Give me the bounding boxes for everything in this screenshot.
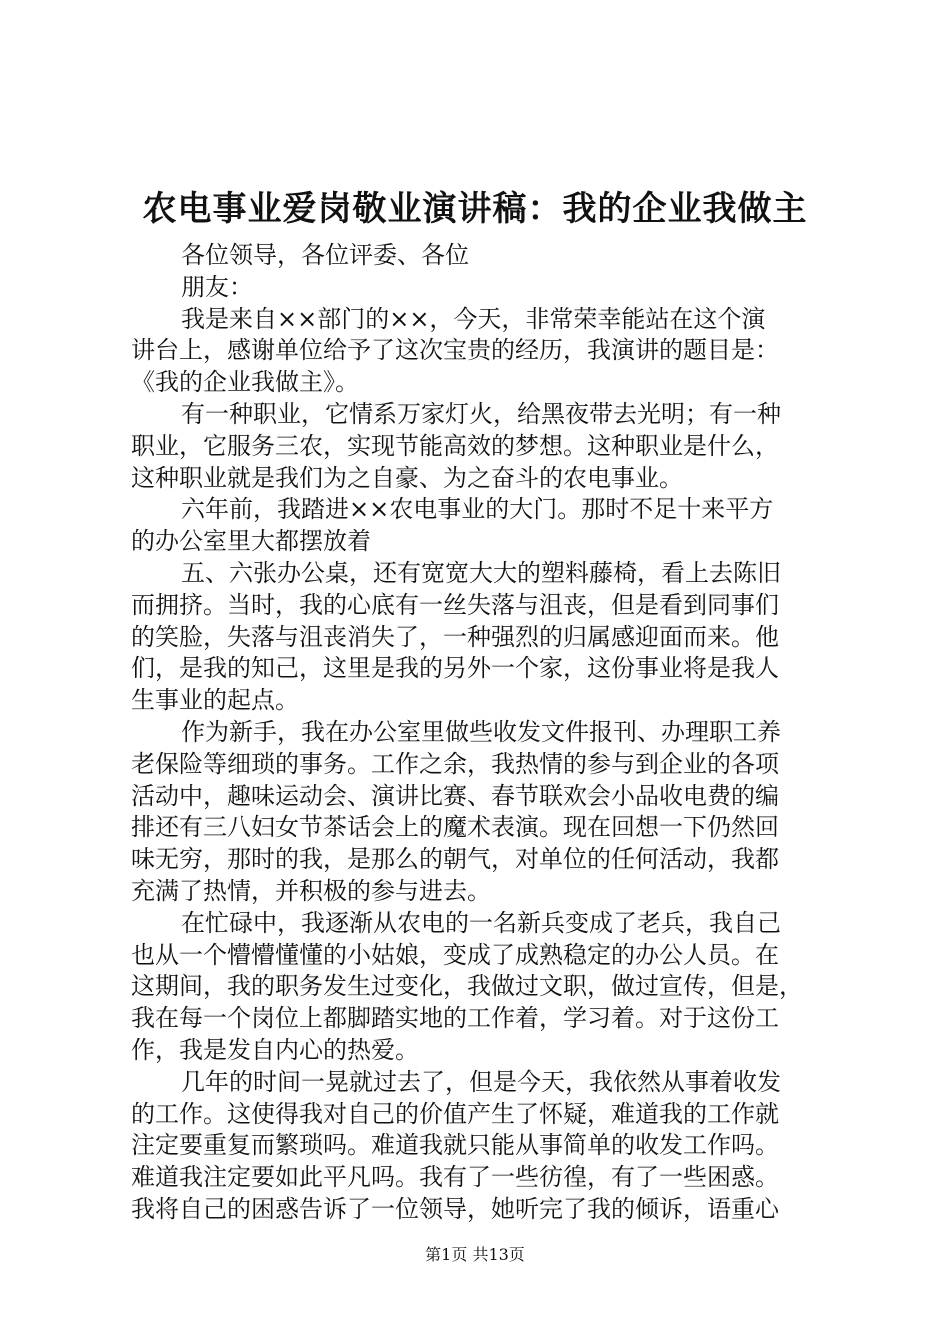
- body-line: 作，我是发自内心的热爱。: [131, 1035, 419, 1064]
- body-line: 讲台上，感谢单位给予了这次宝贵的经历，我演讲的题目是：: [131, 336, 779, 365]
- body-line: 排还有三八妇女节茶话会上的魔术表演。现在回想一下仍然回: [131, 813, 779, 842]
- body-line: 我是来自××部门的××，今天，非常荣幸能站在这个演: [181, 304, 766, 333]
- body-line: 这期间，我的职务发生过变化，我做过文职，做过宣传，但是，: [131, 972, 803, 1001]
- body-line: 这种职业就是我们为之自豪、为之奋斗的农电事业。: [131, 463, 683, 492]
- body-line: 味无穷，那时的我，是那么的朝气，对单位的任何活动，我都: [131, 845, 779, 874]
- body-line: 几年的时间一晃就过去了，但是今天，我依然从事着收发: [181, 1067, 781, 1096]
- body-line: 在忙碌中，我逐渐从农电的一名新兵变成了老兵，我自己: [181, 908, 781, 937]
- body-line: 朋友：: [181, 272, 253, 301]
- body-line: 充满了热情，并积极的参与进去。: [131, 876, 491, 905]
- page-number-footer: 第1页 共13页: [425, 1245, 525, 1264]
- body-line: 的工作。这使得我对自己的价值产生了怀疑，难道我的工作就: [131, 1099, 779, 1128]
- body-line: 老保险等细琐的事务。工作之余，我热情的参与到企业的各项: [131, 749, 779, 778]
- body-line: 也从一个懵懵懂懂的小姑娘，变成了成熟稳定的办公人员。在: [131, 940, 779, 969]
- body-line: 六年前，我踏进××农电事业的大门。那时不足十来平方: [181, 495, 774, 524]
- document-title: 农电事业爱岗敬业演讲稿：我的企业我做主: [142, 189, 808, 229]
- body-line: 的笑脸，失落与沮丧消失了，一种强烈的归属感迎面而来。他: [131, 622, 779, 651]
- body-line: 职业，它服务三农，实现节能高效的梦想。这种职业是什么，: [131, 431, 779, 460]
- body-line: 注定要重复而繁琐吗。难道我就只能从事简单的收发工作吗。: [131, 1131, 779, 1160]
- body-line: 而拥挤。当时，我的心底有一丝失落与沮丧，但是看到同事们: [131, 590, 779, 619]
- body-line: 的办公室里大都摆放着: [131, 527, 371, 556]
- body-line: 我将自己的困惑告诉了一位领导，她听完了我的倾诉，语重心: [131, 1194, 779, 1223]
- body-line: 难道我注定要如此平凡吗。我有了一些彷徨，有了一些困惑。: [131, 1163, 779, 1192]
- body-line: 有一种职业，它情系万家灯火，给黑夜带去光明；有一种: [181, 399, 781, 428]
- body-line: 我在每一个岗位上都脚踏实地的工作着，学习着。对于这份工: [131, 1004, 779, 1033]
- body-line: 们，是我的知己，这里是我的另外一个家，这份事业将是我人: [131, 654, 779, 683]
- body-line: 作为新手，我在办公室里做些收发文件报刊、办理职工养: [181, 717, 781, 746]
- body-line: 各位领导，各位评委、各位: [181, 241, 469, 269]
- body-line: 五、六张办公桌，还有宽宽大大的塑料藤椅，看上去陈旧: [181, 558, 781, 587]
- document-body: [131, 240, 841, 1226]
- body-line: 《我的企业我做主》。: [131, 368, 359, 397]
- body-line: 活动中，趣味运动会、演讲比赛、春节联欢会小品收电费的编: [131, 781, 779, 810]
- body-line: 生事业的起点。: [131, 686, 299, 715]
